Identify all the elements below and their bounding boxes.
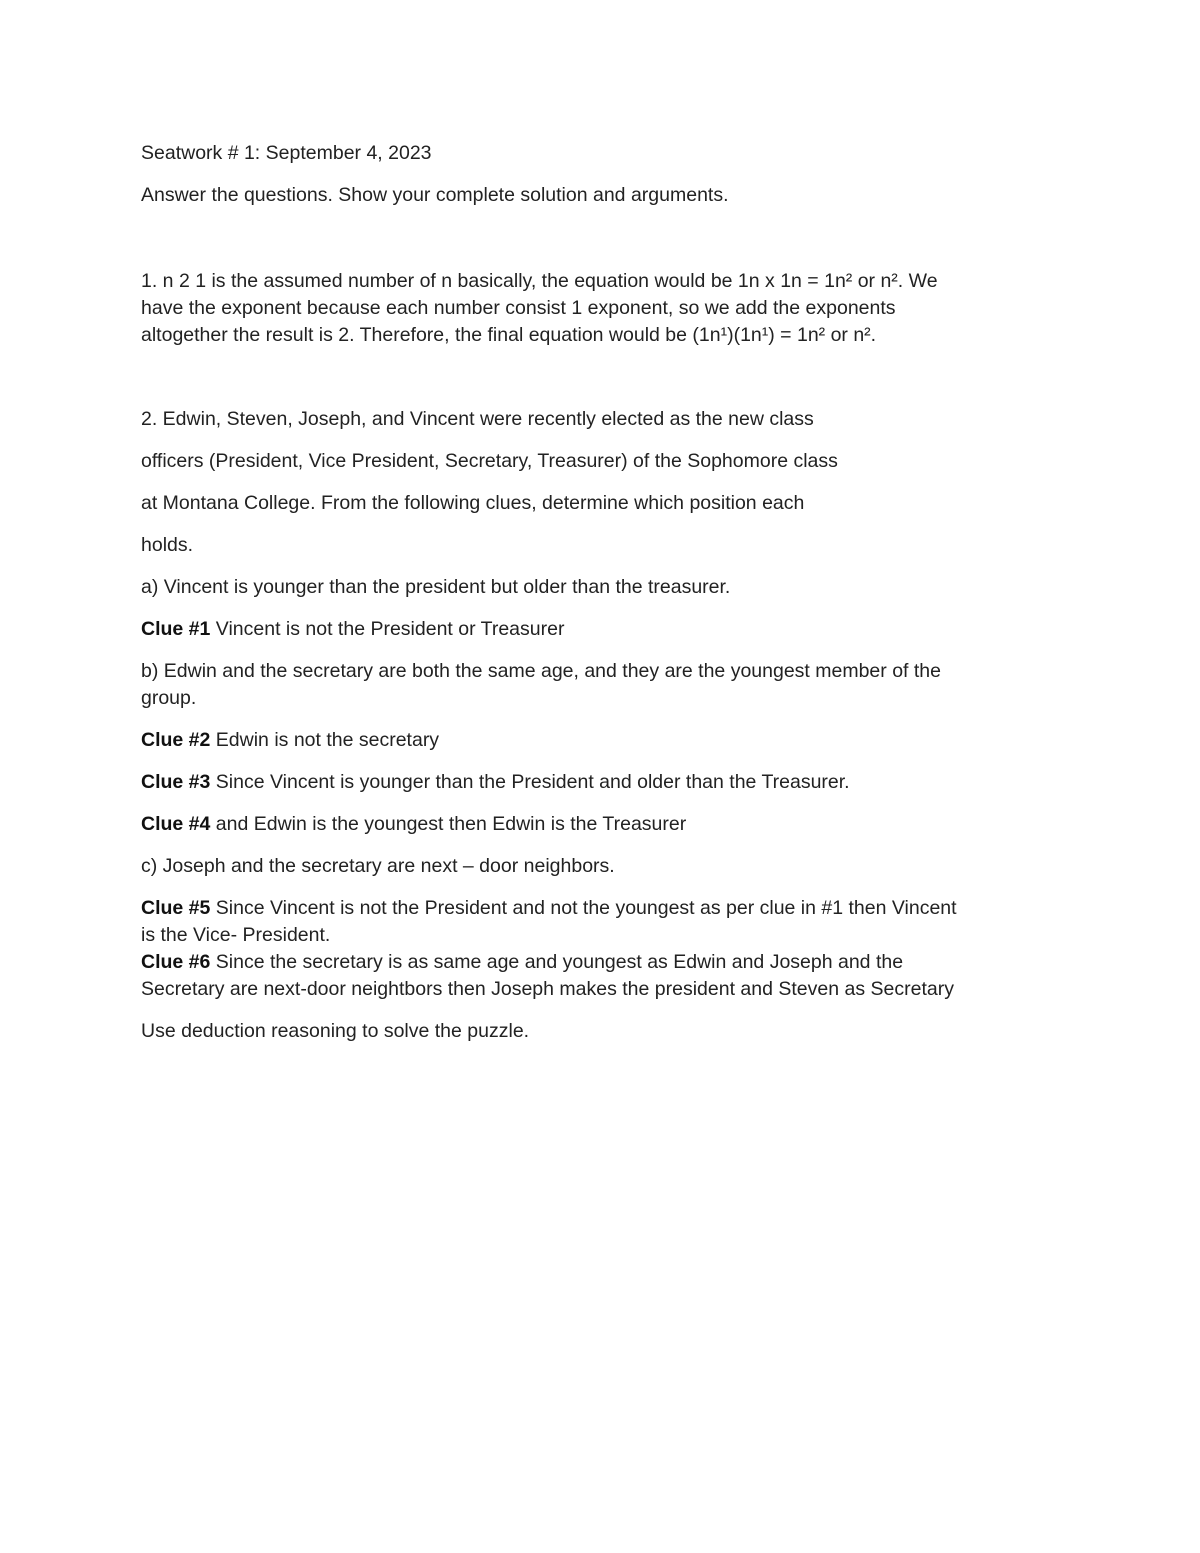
clue-5-label: Clue #5 — [141, 897, 211, 919]
clue-3-text: Since Vincent is younger than the President and older than the Treasurer. — [210, 771, 850, 793]
clue-6-line-2: Secretary are next-door neightbors then Joseph makes the president and Steven as Secretary — [141, 978, 954, 1000]
question-1 — [141, 268, 1071, 349]
seatwork-title: Seatwork # 1: September 4, 2023 — [141, 142, 432, 164]
statement-b-line-1: b) Edwin and the secretary are both the same age, and they are the youngest member of the — [141, 660, 941, 682]
clue-5-line-1 — [141, 895, 1071, 922]
clue-6-line-1 — [141, 949, 1071, 976]
clue-1-label: Clue #1 — [141, 618, 211, 640]
instructions: Answer the questions. Show your complete solution and arguments. — [141, 184, 729, 206]
clue-2 — [141, 727, 1071, 754]
clue-4-label: Clue #4 — [141, 813, 211, 835]
clue-5-line-2: is the Vice- President. — [141, 924, 331, 946]
clue-4 — [141, 811, 1071, 838]
question-2-intro-line-4: holds. — [141, 534, 194, 556]
document-content — [141, 140, 1071, 1045]
question-2-intro-line-1: 2. Edwin, Steven, Joseph, and Vincent were recently elected as the new class — [141, 408, 814, 430]
clue-2-label: Clue #2 — [141, 729, 211, 751]
question-1-line-1: 1. n 2 1 is the assumed number of n basically, the equation would be 1n x 1n = 1n² or n². We — [141, 270, 938, 292]
clue-2-text: Edwin is not the secretary — [210, 729, 440, 751]
clue-6-label: Clue #6 — [141, 951, 211, 973]
clue-3-label: Clue #3 — [141, 771, 211, 793]
question-1-line-2: have the exponent because each number consist 1 exponent, so we add the exponents — [141, 297, 896, 319]
statement-a: a) Vincent is younger than the president but older than the treasurer. — [141, 576, 731, 598]
clue-1-text: Vincent is not the President or Treasurer — [210, 618, 565, 640]
clue-3 — [141, 769, 1071, 796]
clue-4-text: and Edwin is the youngest then Edwin is the Treasurer — [210, 813, 687, 835]
clue-6 — [141, 949, 1071, 1003]
clue-5 — [141, 895, 1071, 949]
question-2 — [141, 406, 1071, 1045]
statement-b-line-2: group. — [141, 687, 197, 709]
clue-6-text-1: Since the secretary is as same age and youngest as Edwin and Joseph and the — [210, 951, 904, 973]
question-2-intro-line-3: at Montana College. From the following clues, determine which position each — [141, 492, 805, 514]
closing-instruction: Use deduction reasoning to solve the puzzle. — [141, 1020, 530, 1042]
clue-1 — [141, 616, 1071, 643]
question-1-line-3: altogether the result is 2. Therefore, the final equation would be (1n¹)(1n¹) = 1n² or n². — [141, 324, 877, 346]
clue-5-text-1: Since Vincent is not the President and not the youngest as per clue in #1 then Vincent — [210, 897, 957, 919]
statement-b — [141, 658, 1071, 712]
statement-c: c) Joseph and the secretary are next – door neighbors. — [141, 855, 615, 877]
question-2-intro-line-2: officers (President, Vice President, Secretary, Treasurer) of the Sophomore class — [141, 450, 838, 472]
